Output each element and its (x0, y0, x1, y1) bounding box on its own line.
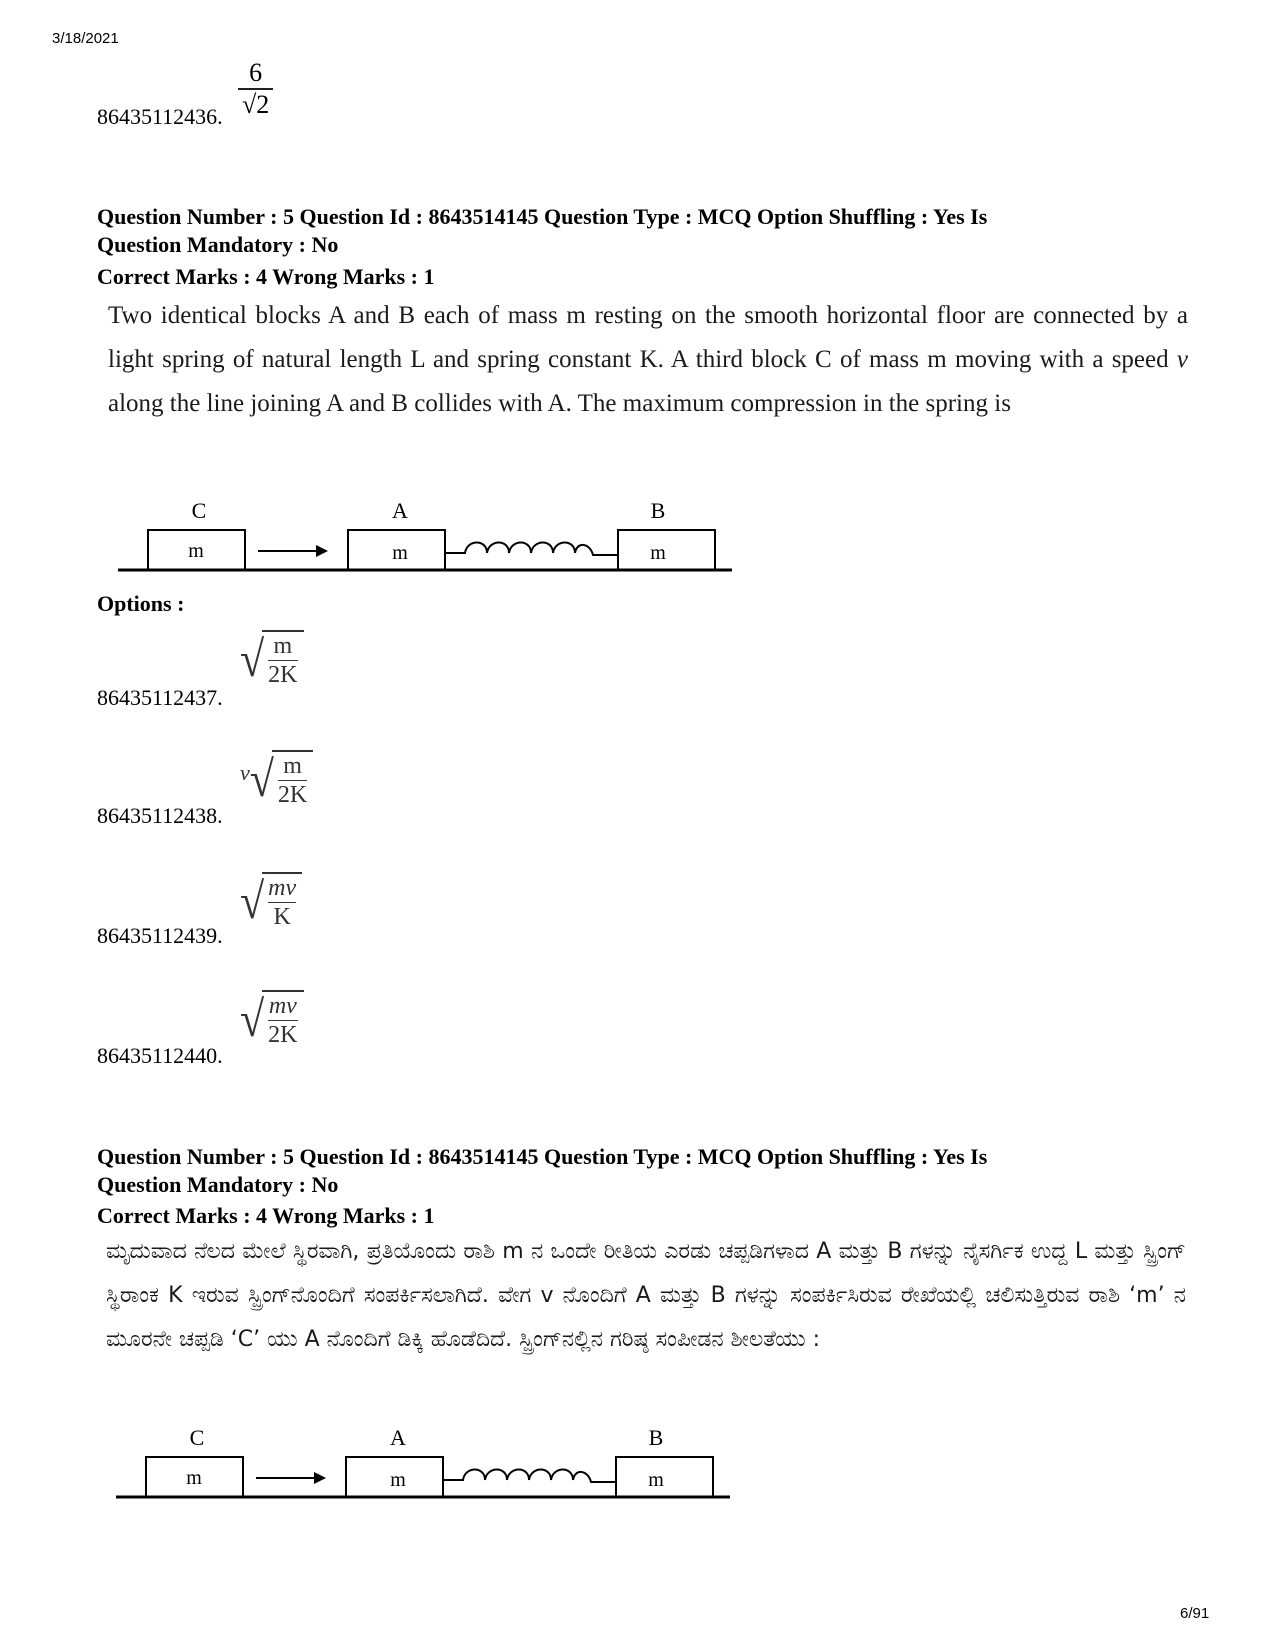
mass-c: m (186, 1467, 202, 1489)
option-4-denominator: 2K (268, 1022, 298, 1048)
prev-option-formula (238, 58, 273, 120)
question-marks-kannada: Correct Marks : 4 Wrong Marks : 1 (97, 1203, 435, 1228)
velocity-arrow-head (316, 545, 328, 557)
mass-a: m (392, 542, 408, 564)
question-marks: Correct Marks : 4 Wrong Marks : 1 (97, 264, 435, 289)
question-header (97, 203, 1157, 259)
question-text-part1: Two identical blocks A and B each of mass m resting on the smooth horizontal floor are connected by a light spring of natural length L and spring constant K. A third block C of mass m moving with a speed (108, 302, 1188, 373)
question-meta-line1: Question Number : 5 Question Id : 8643514145 Question Type : MCQ Option Shuffling : Yes Is (97, 204, 988, 229)
spring (443, 1470, 616, 1483)
option-4-numerator: mv (268, 993, 297, 1019)
label-c: C (189, 1425, 205, 1450)
option-1-formula: √ m 2K (240, 630, 304, 689)
option-2-numerator: m (283, 753, 302, 779)
question-meta-line2: Question Mandatory : No (97, 1172, 339, 1197)
prev-option-id: 86435112436. (97, 104, 223, 129)
label-a: A (392, 498, 408, 523)
option-3-id: 86435112439. (97, 923, 223, 948)
option-2-id: 86435112438. (97, 803, 223, 828)
velocity-arrow-head (314, 1472, 326, 1484)
option-3-formula: √ mv K (240, 872, 302, 931)
option-3-numerator: mv (268, 875, 297, 901)
option-2-prefix: v (240, 760, 250, 785)
option-1-denominator: 2K (268, 662, 298, 688)
label-c: C (191, 498, 207, 523)
speed-variable: v (1176, 346, 1188, 373)
label-b: B (648, 1425, 664, 1450)
print-date: 3/18/2021 (52, 30, 119, 47)
option-2-denominator: 2K (277, 782, 308, 808)
question-meta-line1: Question Number : 5 Question Id : 8643514145 Question Type : MCQ Option Shuffling : Yes Is (97, 1144, 988, 1169)
option-1-numerator: m (273, 633, 293, 659)
block-spring-diagram-kannada (108, 1417, 748, 1512)
option-4-id: 86435112440. (97, 1043, 223, 1068)
question-text (108, 294, 1188, 426)
fraction-denominator: √2 (242, 90, 270, 119)
option-1-id: 86435112437. (97, 685, 223, 710)
question-text-kannada: ಮೃದುವಾದ ನೆಲದ ಮೇಲೆ ಸ್ಥಿರವಾಗಿ, ಪ್ರತಿಯೊಂದು ರಾಶಿ m ನ ಒಂದೇ ರೀತಿಯ ಎರಡು ಚಪ್ಪಡಿಗಳಾದ A ಮತ್ತು B ಗಳನ್ನು ನೈಸರ್ಗಿಕ ಉದ್ದ L ಮತ್ತು ಸ್ಪ್ರಿಂಗ್ ಸ್ಥಿರಾಂಕ K ಇರುವ ಸ್ಪ್ರಿಂಗ್‌ನೊಂದಿಗೆ ಸಂಪರ್ಕಿಸಲಾಗಿದೆ. ವೇಗ v ನೊಂದಿಗೆ A ಮತ್ತು B ಗಳನ್ನು ಸಂಪರ್ಕಿಸಿರುವ ರೇಖೆಯಲ್ಲಿ ಚಲಿಸುತ್ತಿರುವ ರಾಶಿ ‘m’ ನ ಮೂರನೇ ಚಪ್ಪಡಿ ‘C’ ಯು A ನೊಂದಿಗೆ ಡಿಕ್ಕಿ ಹೊಡೆದಿದೆ. ಸ್ಪ್ರಿಂಗ್‌ನಲ್ಲಿನ ಗರಿಷ್ಠ ಸಂಪೀಡನ ಶೀಲತೆಯು : (106, 1239, 1186, 1352)
page-number: 6/91 (1180, 1605, 1210, 1622)
question-header-kannada (97, 1143, 1157, 1199)
block-spring-diagram (110, 490, 750, 585)
mass-b: m (650, 542, 666, 564)
option-4-formula: √ mv 2K (240, 990, 304, 1049)
options-label: Options : (97, 591, 185, 616)
option-2-formula: v √ m 2K (240, 750, 313, 809)
label-b: B (650, 498, 666, 523)
block-b (616, 1457, 713, 1497)
question-text-part2: along the line joining A and B collides with A. The maximum compression in the spring is (108, 390, 1011, 417)
fraction-numerator: 6 (249, 58, 263, 87)
mass-a: m (390, 1469, 406, 1491)
mass-b: m (648, 1469, 664, 1491)
spring (445, 543, 618, 556)
question-meta-line2: Question Mandatory : No (97, 232, 339, 257)
label-a: A (390, 1425, 406, 1450)
block-b (618, 530, 715, 570)
mass-c: m (188, 540, 204, 562)
option-3-denominator: K (273, 904, 291, 930)
